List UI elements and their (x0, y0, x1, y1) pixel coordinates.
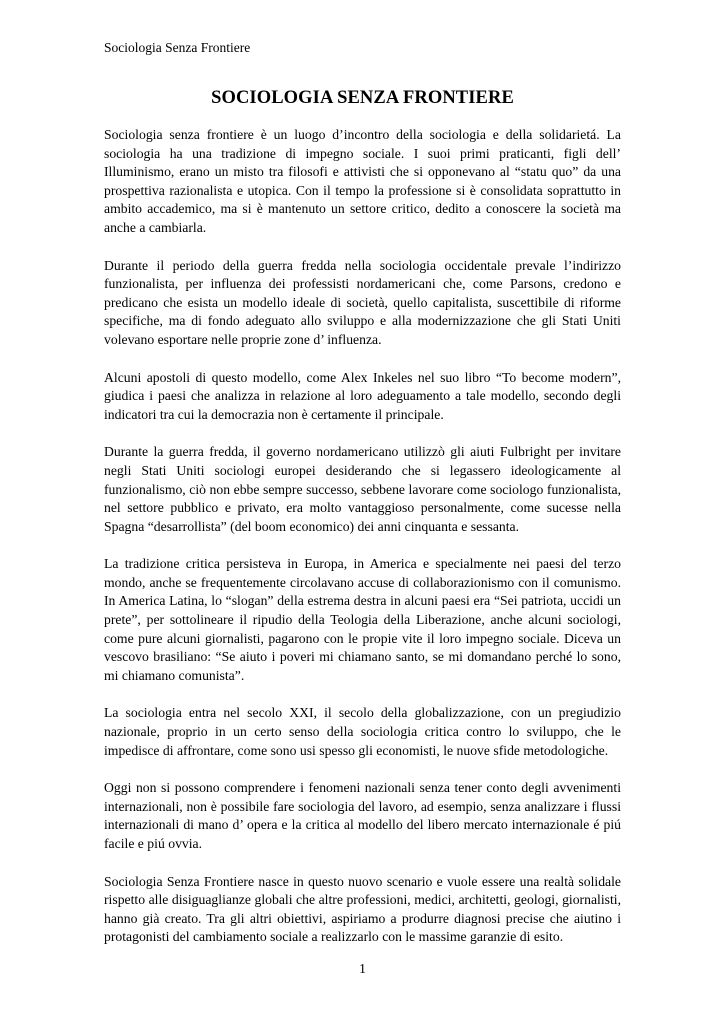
paragraph-6: La sociologia entra nel secolo XXI, il secolo della globalizzazione, con un pregiudizio nazionale, proprio in un certo senso della sociologia critica contro lo sviluppo, che le impedisce di affrontare, come sono usi spesso gli economisti, le nuove sfide metodologiche. (104, 705, 621, 758)
paragraph-8: Sociologia Senza Frontiere nasce in questo nuovo scenario e vuole essere una realtà solidale rispetto alle disiguaglianze globali che altre professioni, medici, architetti, geologi, giornalisti, hanno già creato. Tra gli altri obiettivi, aspiriamo a produrre diagnosi precise che aiutino i protagonisti del cambiamento sociale a realizzarlo con le massime garanzie di esito. (104, 873, 621, 945)
document-title: SOCIOLOGIA SENZA FRONTIERE (211, 88, 514, 108)
paragraph-1: Sociologia senza frontiere è un luogo d’incontro della sociologia e della solidarietá. La sociologia ha una tradizione di impegno sociale. I suoi primi praticanti, figli dell’ Illuminismo, erano un misto tra filosofi e attivisti che si opponevano al “statu quo” da una prospettiva razionalista e utopica. Con il tempo la professione si è consolidata soprattutto in ambito accademico, ma si è mantenuto un settore critico, dedito a conoscere la società ma anche a cambiarla. (104, 127, 621, 235)
paragraph-5: La tradizione critica persisteva in Europa, in America e specialmente nei paesi del terzo mondo, anche se frequentemente circolavano accuse di collaborazionismo con il comunismo. In America Latina, lo “slogan” della estrema destra in alcuni paesi era “Sei patriota, uccidi un prete”, per sottolineare il ripudio della Teologia della Liberazione, anche alcuni sociologi, come pure alcuni giornalisti, pagarono con le propie vite il loro impegno sociale. Diceva un vescovo brasiliano: “Se aiuto i poveri mi chiamano santo, se mi domandano perché lo sono, mi chiamano comunista”. (104, 556, 621, 683)
paragraph-4: Durante la guerra fredda, il governo nordamericano utilizzò gli aiuti Fulbright per invitare negli Stati Uniti sociologi europei desiderando che si legassero ideologicamente al funzionalismo, ciò non ebbe sempre successo, sebbene lavorare come sociologo funzionalista, nel settore pubblico e privato, era molto vantaggioso personalmente, come sucesse nella Spagna “desarrollista” (del boom economico) dei anni cinquanta e sessanta. (104, 444, 621, 534)
running-header: Sociologia Senza Frontiere (104, 40, 251, 55)
paragraph-7: Oggi non si possono comprendere i fenomeni nazionali senza tener conto degli avvenimenti internazionali, non è possibile fare sociologia del lavoro, ad esempio, senza analizzare i flussi internazionali di mano d’ opera e la critica al modello del libero mercato internazionale é piú facile e piú ovvia. (104, 780, 621, 851)
page-number: 1 (359, 962, 366, 977)
paragraph-2: Durante il periodo della guerra fredda nella sociologia occidentale prevale l’indirizzo funzionalista, per influenza dei professisti nordamericani che, come Parsons, credono e predicano che esista un modello ideale di società, quello capitalista, suscettibile di riforme specifiche, ma di fondo adeguato allo sviluppo e alla modernizzazione che gli Stati Uniti volevano esportare nelle proprie zone d’ influenza. (104, 257, 621, 347)
document-body (104, 126, 621, 966)
paragraph-3: Alcuni apostoli di questo modello, come Alex Inkeles nel suo libro “To become modern”, giudica i paesi che analizza in relazione al loro adeguamento a tale modello, secondo degli indicatori tra cui la democrazia non è certamente il principale. (104, 369, 621, 422)
